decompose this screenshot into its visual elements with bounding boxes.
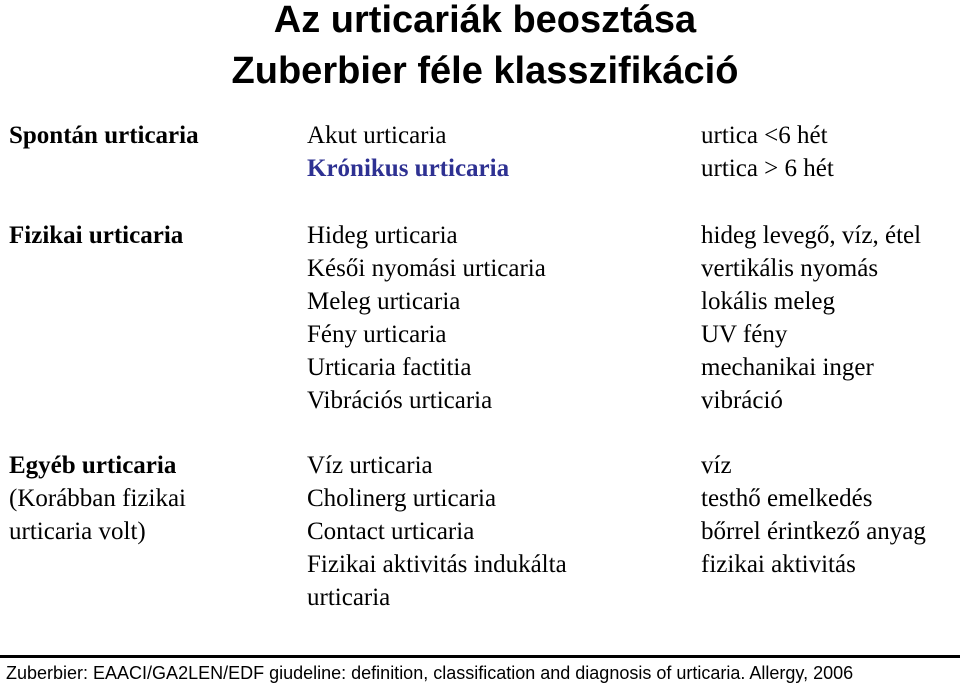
category-note: (Korábban fizikai: [9, 485, 187, 512]
urticaria-type: Cholinerg urticaria: [307, 485, 497, 512]
trigger-cause: testhő emelkedés: [701, 485, 873, 512]
trigger-cause: fizikai aktivitás: [701, 551, 856, 578]
table-row: [0, 515, 960, 548]
trigger-cause: bőrrel érintkező anyag: [701, 518, 926, 545]
category-label: Spontán urticaria: [9, 122, 199, 149]
table-row: [0, 548, 960, 581]
urticaria-type: Késői nyomási urticaria: [307, 255, 546, 282]
urticaria-type: Akut urticaria: [307, 122, 447, 149]
table-row: [0, 581, 960, 614]
table-row: [0, 351, 960, 384]
table-row: [0, 482, 960, 515]
page-subtitle: Zuberbier féle klasszifikáció: [231, 50, 739, 92]
urticaria-type: Fizikai aktivitás indukálta: [307, 551, 567, 578]
table-row: [0, 449, 960, 482]
category-note: urticaria volt): [9, 518, 146, 545]
table-row: [0, 252, 960, 285]
page-title: Az urticariák beosztása: [273, 0, 697, 41]
table-row: [0, 285, 960, 318]
table-row: [0, 384, 960, 417]
table-row: [0, 318, 960, 351]
footer-divider: [0, 655, 960, 658]
trigger-cause: mechanikai inger: [701, 354, 874, 381]
urticaria-type: Hideg urticaria: [307, 222, 458, 249]
trigger-cause: vertikális nyomás: [701, 255, 879, 282]
table-row: [0, 219, 960, 252]
table-row: [0, 119, 960, 152]
footer-citation: Zuberbier: EAACI/GA2LEN/EDF giudeline: definition, classification and diagnosis of urticaria. Allergy, 2006: [6, 663, 854, 683]
urticaria-type-highlighted: Krónikus urticaria: [307, 155, 510, 182]
category-label: Egyéb urticaria: [9, 452, 177, 479]
urticaria-type: Urticaria factitia: [307, 354, 472, 381]
trigger-cause: urtica <6 hét: [701, 122, 828, 149]
trigger-cause: hideg levegő, víz, étel: [701, 222, 922, 249]
urticaria-type: Meleg urticaria: [307, 288, 461, 315]
trigger-cause: UV fény: [701, 321, 788, 348]
urticaria-type: Contact urticaria: [307, 518, 475, 545]
urticaria-type: Víz urticaria: [307, 452, 433, 479]
urticaria-type: urticaria: [307, 584, 391, 611]
category-label: Fizikai urticaria: [9, 222, 184, 249]
trigger-cause: urtica > 6 hét: [701, 155, 834, 182]
urticaria-type: Vibrációs urticaria: [307, 387, 493, 414]
trigger-cause: lokális meleg: [701, 288, 835, 315]
trigger-cause: vibráció: [701, 387, 783, 414]
trigger-cause: víz: [701, 452, 732, 479]
table-row: [0, 152, 960, 185]
urticaria-type: Fény urticaria: [307, 321, 447, 348]
